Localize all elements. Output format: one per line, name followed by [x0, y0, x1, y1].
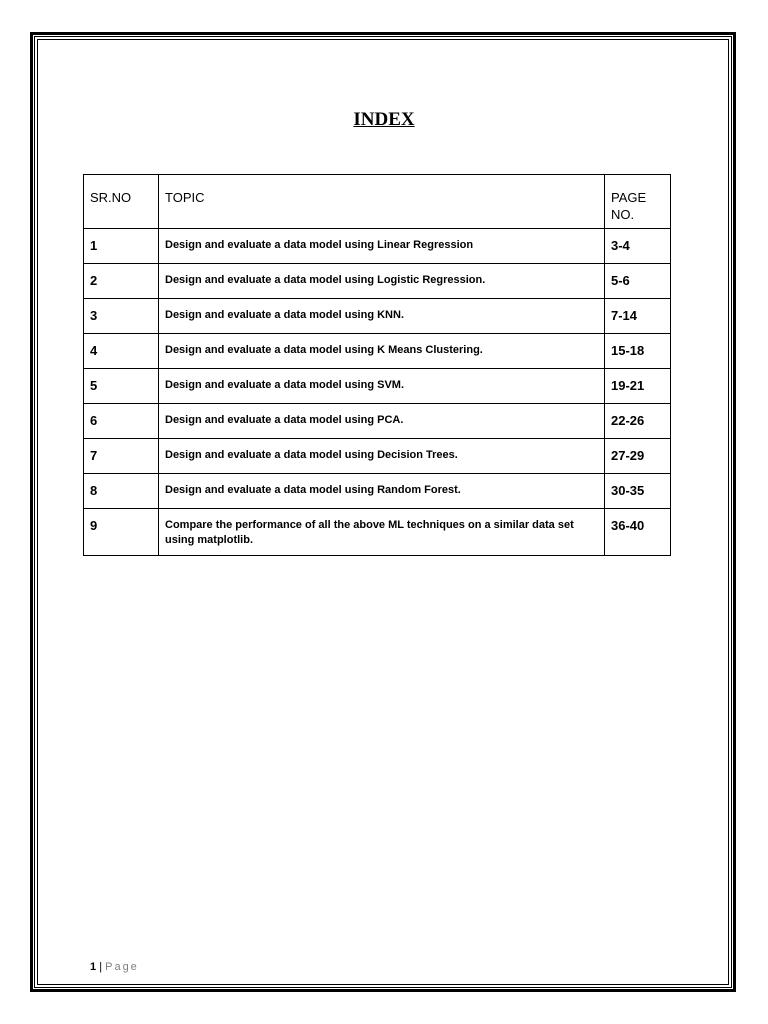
page-range-cell: 7-14 [605, 299, 671, 334]
sr-cell: 8 [84, 474, 159, 509]
sr-cell: 1 [84, 229, 159, 264]
sr-cell: 6 [84, 404, 159, 439]
table-row [84, 264, 671, 299]
table-row [84, 299, 671, 334]
sr-cell: 9 [84, 509, 159, 556]
page-range-cell: 36-40 [605, 509, 671, 556]
page-title: INDEX [353, 109, 415, 130]
table-row [84, 474, 671, 509]
header-sr-no: SR.NO [84, 175, 159, 229]
header-page-no: PAGE NO. [605, 175, 671, 229]
topic-cell: Design and evaluate a data model using K Means Clustering. [159, 334, 605, 369]
topic-cell: Design and evaluate a data model using Decision Trees. [159, 439, 605, 474]
table-row [84, 369, 671, 404]
topic-cell: Design and evaluate a data model using PCA. [159, 404, 605, 439]
table-row [84, 509, 671, 556]
topic-cell: Design and evaluate a data model using SVM. [159, 369, 605, 404]
page-range-cell: 19-21 [605, 369, 671, 404]
sr-cell: 4 [84, 334, 159, 369]
topic-cell: Design and evaluate a data model using Logistic Regression. [159, 264, 605, 299]
table-row [84, 334, 671, 369]
table-row [84, 404, 671, 439]
page-range-cell: 22-26 [605, 404, 671, 439]
table-row [84, 229, 671, 264]
page-range-cell: 30-35 [605, 474, 671, 509]
footer-page-number: 1 [90, 961, 97, 973]
sr-cell: 2 [84, 264, 159, 299]
table-header-row [84, 175, 671, 229]
footer-page-label: Page [105, 961, 139, 973]
sr-cell: 7 [84, 439, 159, 474]
index-table [83, 174, 671, 556]
page-range-cell: 5-6 [605, 264, 671, 299]
topic-cell: Design and evaluate a data model using Random Forest. [159, 474, 605, 509]
table-row [84, 439, 671, 474]
sr-cell: 3 [84, 299, 159, 334]
topic-cell: Design and evaluate a data model using KNN. [159, 299, 605, 334]
page-range-cell: 27-29 [605, 439, 671, 474]
topic-cell: Design and evaluate a data model using Linear Regression [159, 229, 605, 264]
page-range-cell: 15-18 [605, 334, 671, 369]
page-footer [90, 961, 139, 973]
page-range-cell: 3-4 [605, 229, 671, 264]
footer-separator: | [99, 961, 103, 973]
topic-cell: Compare the performance of all the above ML techniques on a similar data set using matplotlib. [159, 509, 605, 556]
sr-cell: 5 [84, 369, 159, 404]
header-topic: TOPIC [159, 175, 605, 229]
